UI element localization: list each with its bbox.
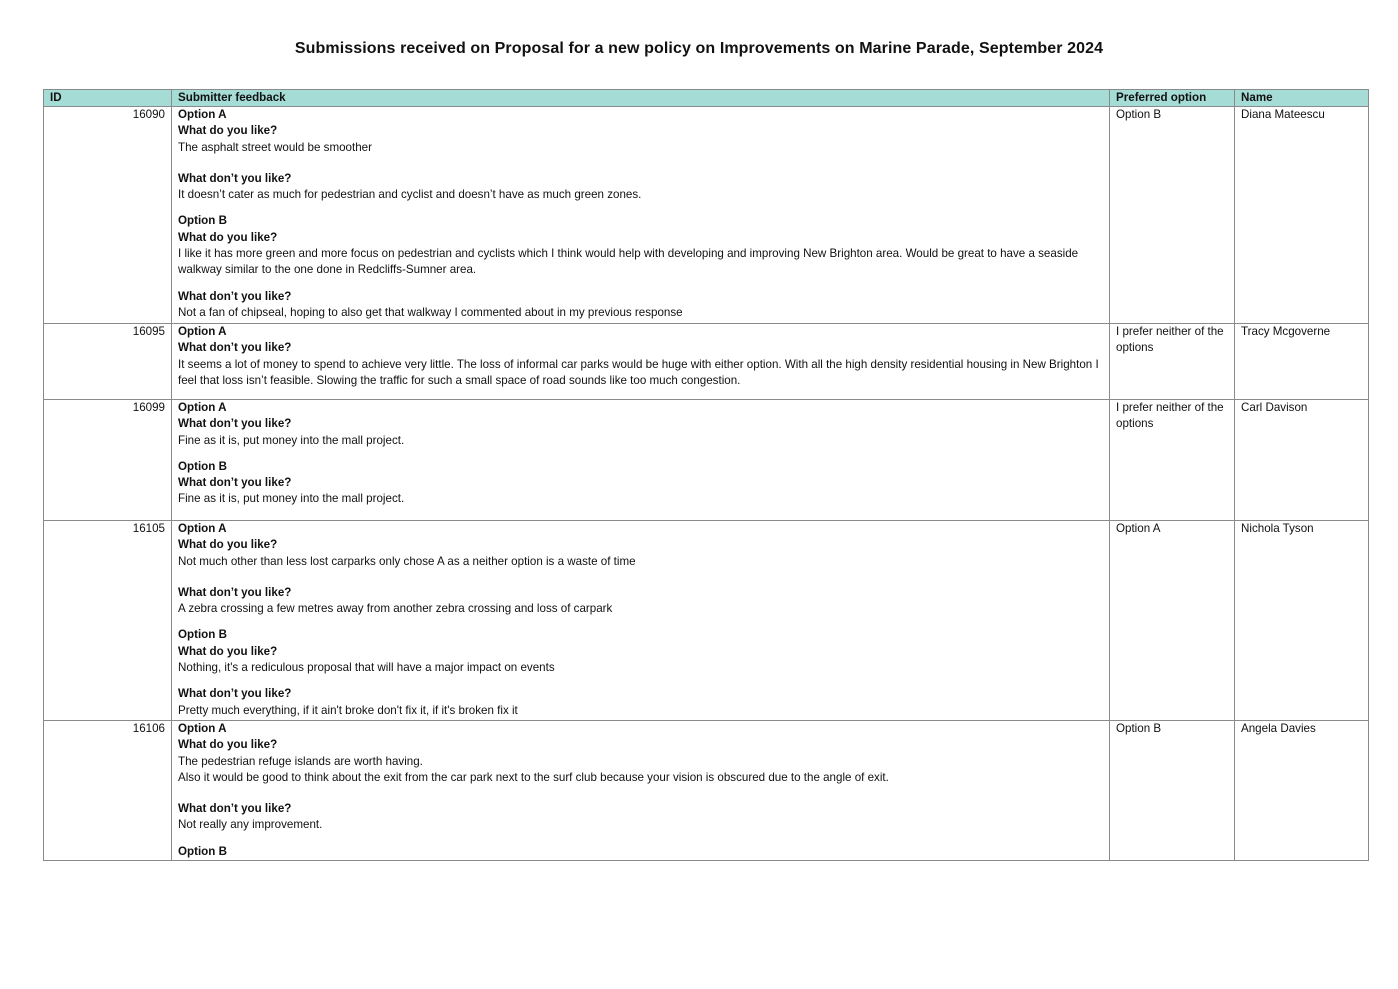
option-a-heading: Option A	[178, 522, 227, 535]
table-row	[44, 521, 1369, 721]
preferred-option: Option B	[1110, 721, 1235, 861]
document-title: Submissions received on Proposal for a new policy on Improvements on Marine Parade, September 2024	[294, 40, 1104, 57]
like-answer: Nothing, it's a rediculous proposal that will have a major impact on events	[178, 661, 555, 675]
dislike-answer: Pretty much everything, if it ain't broke don't fix it, if it's broken fix it	[178, 703, 518, 717]
dislike-question: What don’t you like?	[178, 585, 292, 599]
option-a-heading: Option A	[178, 401, 227, 414]
submission-id: 16105	[44, 521, 172, 721]
option-b-heading: Option B	[178, 844, 227, 858]
like-answer: The pedestrian refuge islands are worth having.	[178, 754, 423, 768]
table-row	[44, 324, 1369, 400]
like-question: What do you like?	[178, 644, 278, 658]
submitter-name: Carl Davison	[1235, 400, 1369, 521]
submitter-feedback	[172, 521, 1110, 721]
dislike-answer: Fine as it is, put money into the mall project.	[178, 433, 405, 447]
dislike-answer: Fine as it is, put money into the mall project.	[178, 492, 405, 506]
dislike-question: What don’t you like?	[178, 476, 292, 490]
like-question: What do you like?	[178, 738, 278, 752]
submitter-feedback	[172, 721, 1110, 861]
preferred-option: I prefer neither of the options	[1110, 324, 1235, 400]
table-row	[44, 107, 1369, 324]
like-answer: I like it has more green and more focus on pedestrian and cyclists which I think would help with developing and improving New Brighton area. Would be great to have a seaside walkway similar to the one done in Redcliffs-Sumner area.	[178, 247, 1079, 277]
submission-id: 16095	[44, 324, 172, 400]
option-b-heading: Option B	[178, 459, 227, 473]
preferred-option: I prefer neither of the options	[1110, 400, 1235, 521]
column-header-preferred-option: Preferred option	[1110, 90, 1235, 107]
submitter-name: Tracy Mcgoverne	[1235, 324, 1369, 400]
dislike-answer: Not a fan of chipseal, hoping to also get that walkway I commented about in my previous response	[178, 305, 683, 319]
submission-id: 16090	[44, 107, 172, 324]
option-b-heading: Option B	[178, 214, 227, 228]
submission-id: 16099	[44, 400, 172, 521]
dislike-question: What don’t you like?	[178, 802, 292, 816]
submitter-feedback	[172, 400, 1110, 521]
preferred-option: Option B	[1110, 107, 1235, 324]
column-header-feedback: Submitter feedback	[172, 90, 1110, 107]
option-b-heading: Option B	[178, 628, 227, 642]
like-question: What do you like?	[178, 124, 278, 138]
submission-id: 16106	[44, 721, 172, 861]
dislike-question: What don’t you like?	[178, 289, 292, 303]
like-question: What do you like?	[178, 230, 278, 244]
table-row	[44, 721, 1369, 861]
submitter-name: Angela Davies	[1235, 721, 1369, 861]
submitter-feedback	[172, 324, 1110, 400]
table-row	[44, 400, 1369, 521]
like-answer-continued: Also it would be good to think about the exit from the car park next to the surf club because your vision is obscured due to the angle of exit.	[178, 770, 889, 784]
dislike-answer: Not really any improvement.	[178, 818, 323, 832]
dislike-question: What don’t you like?	[178, 341, 292, 355]
dislike-question: What don’t you like?	[178, 417, 292, 431]
submitter-name: Diana Mateescu	[1235, 107, 1369, 324]
table-header-row	[44, 90, 1369, 107]
option-a-heading: Option A	[178, 325, 227, 338]
column-header-id: ID	[44, 90, 172, 107]
dislike-question: What don’t you like?	[178, 687, 292, 701]
submitter-feedback	[172, 107, 1110, 324]
like-answer: Not much other than less lost carparks only chose A as a neither option is a waste of time	[178, 554, 636, 568]
dislike-answer: A zebra crossing a few metres away from another zebra crossing and loss of carpark	[178, 602, 613, 616]
preferred-option: Option A	[1110, 521, 1235, 721]
column-header-name: Name	[1235, 90, 1369, 107]
dislike-answer: It seems a lot of money to spend to achieve very little. The loss of informal car parks would be huge with either option. With all the high density residential housing in New Brighton I feel that loss isn’t feasible. Slowing the traffic for such a small space of road sounds like too much congestion.	[178, 357, 1099, 387]
like-question: What do you like?	[178, 538, 278, 552]
dislike-question: What don’t you like?	[178, 171, 292, 185]
like-answer: The asphalt street would be smoother	[178, 140, 372, 154]
submissions-table	[43, 89, 1369, 861]
dislike-answer: It doesn’t cater as much for pedestrian and cyclist and doesn’t have as much green zones.	[178, 188, 642, 202]
option-a-heading: Option A	[178, 108, 227, 121]
submitter-name: Nichola Tyson	[1235, 521, 1369, 721]
option-a-heading: Option A	[178, 722, 227, 735]
